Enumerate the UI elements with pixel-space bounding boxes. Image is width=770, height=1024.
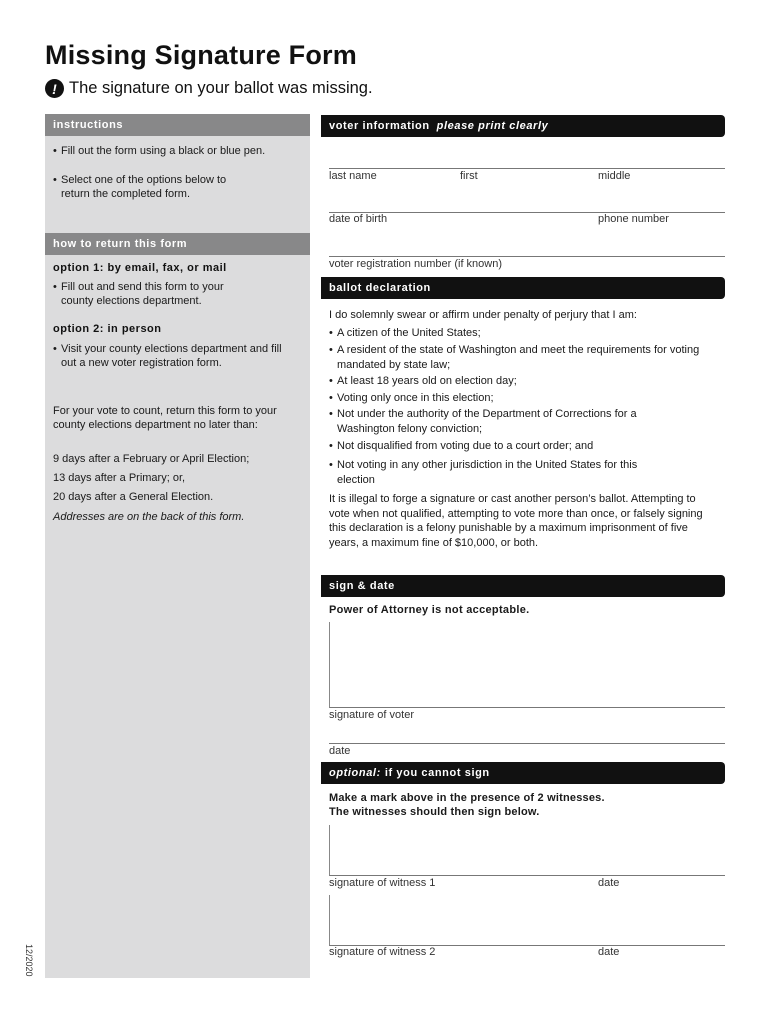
declaration-item: • Voting only once in this election; [329, 392, 494, 404]
middle-name-label: middle [598, 170, 631, 182]
subtitle [45, 79, 373, 98]
sign-date-header: sign & date [321, 575, 725, 597]
declaration-item: • Not voting in any other jurisdiction in the United States for this election [329, 459, 638, 486]
sign-date-field[interactable] [329, 743, 725, 744]
declaration-item: • A citizen of the United States; [329, 327, 481, 339]
deadline-item: 9 days after a February or April Election; [53, 453, 250, 465]
first-name-label: first [460, 170, 478, 182]
declaration-item: • Not under the authority of the Department of Corrections for a Washington felony conviction; [329, 408, 637, 435]
witness2-signature-label: signature of witness 2 [329, 946, 436, 958]
deadline-item: 20 days after a General Election. [53, 491, 214, 503]
registration-label: voter registration number (if known) [329, 258, 503, 270]
deadline-item: 13 days after a Primary; or, [53, 472, 186, 484]
bullet-icon: • [53, 343, 57, 355]
option1-text: • Fill out and send this form to your county elections department. [53, 281, 224, 307]
bullet-icon: • [329, 392, 333, 404]
form-date: 12/2020 [24, 944, 34, 977]
addresses-note: Addresses are on the back of this form. [53, 511, 245, 523]
declaration-item: • A resident of the state of Washington and meet the requirements for voting mandated by state law; [329, 344, 700, 371]
ballot-declaration-header: ballot declaration [321, 277, 725, 299]
last-name-label: last name [329, 170, 377, 182]
deadline-intro: For your vote to count, return this form to your county elections department no later than: [53, 405, 277, 431]
instruction-item: • Select one of the options below to return the completed form. [53, 174, 227, 200]
bullet-icon: • [53, 281, 57, 293]
instructions-header: instructions [45, 114, 310, 136]
page-title: Missing Signature Form [45, 40, 357, 70]
witness2-date-label: date [598, 946, 620, 958]
declaration-intro: I do solemnly swear or affirm under penalty of perjury that I am: [329, 309, 637, 321]
declaration-item: • At least 18 years old on election day; [329, 375, 517, 387]
bullet-icon: • [329, 327, 333, 339]
witness2-signature-box[interactable] [329, 895, 725, 946]
optional-header: optional: if you cannot sign [321, 762, 725, 784]
power-of-attorney-note: Power of Attorney is not acceptable. [329, 604, 530, 616]
bullet-icon: • [53, 174, 57, 186]
witness1-signature-label: signature of witness 1 [329, 877, 436, 889]
declaration-warning: It is illegal to forge a signature or cast another person’s ballot. Attempting to vote when not qualified, attempting to vote more than once, or falsely signing this declaration is a felony punishable by a maximum imprisonment of five years, a maximum fine of $10,000, or both. [329, 493, 703, 549]
alert-icon: ! [45, 79, 64, 98]
bullet-icon: • [329, 440, 333, 452]
witness1-signature-box[interactable] [329, 825, 725, 876]
left-panel [45, 114, 310, 978]
name-field[interactable] [329, 168, 725, 169]
bullet-icon: • [329, 408, 333, 420]
bullet-icon: • [329, 459, 333, 471]
option1-title: option 1: by email, fax, or mail [53, 262, 227, 274]
witness-note-1: Make a mark above in the presence of 2 witnesses. [329, 792, 605, 804]
option2-text: • Visit your county elections department and fill out a new voter registration form. [53, 343, 282, 369]
dob-label: date of birth [329, 213, 388, 225]
phone-label: phone number [598, 213, 669, 225]
instruction-item: • Fill out the form using a black or blue pen. [53, 145, 266, 157]
voter-info-header: voter information please print clearly [321, 115, 725, 137]
subtitle-text: The signature on your ballot was missing. [69, 79, 373, 97]
declaration-item: • Not disqualified from voting due to a court order; and [329, 440, 594, 452]
witness1-date-label: date [598, 877, 620, 889]
bullet-icon: • [329, 344, 333, 356]
sign-date-label: date [329, 745, 351, 757]
witness-note-2: The witnesses should then sign below. [329, 806, 540, 818]
bullet-icon: • [329, 375, 333, 387]
how-to-return-header: how to return this form [45, 233, 310, 255]
voter-signature-box[interactable] [329, 622, 725, 708]
bullet-icon: • [53, 145, 57, 157]
registration-field[interactable] [329, 256, 725, 257]
voter-signature-label: signature of voter [329, 709, 414, 721]
option2-title: option 2: in person [53, 323, 162, 335]
